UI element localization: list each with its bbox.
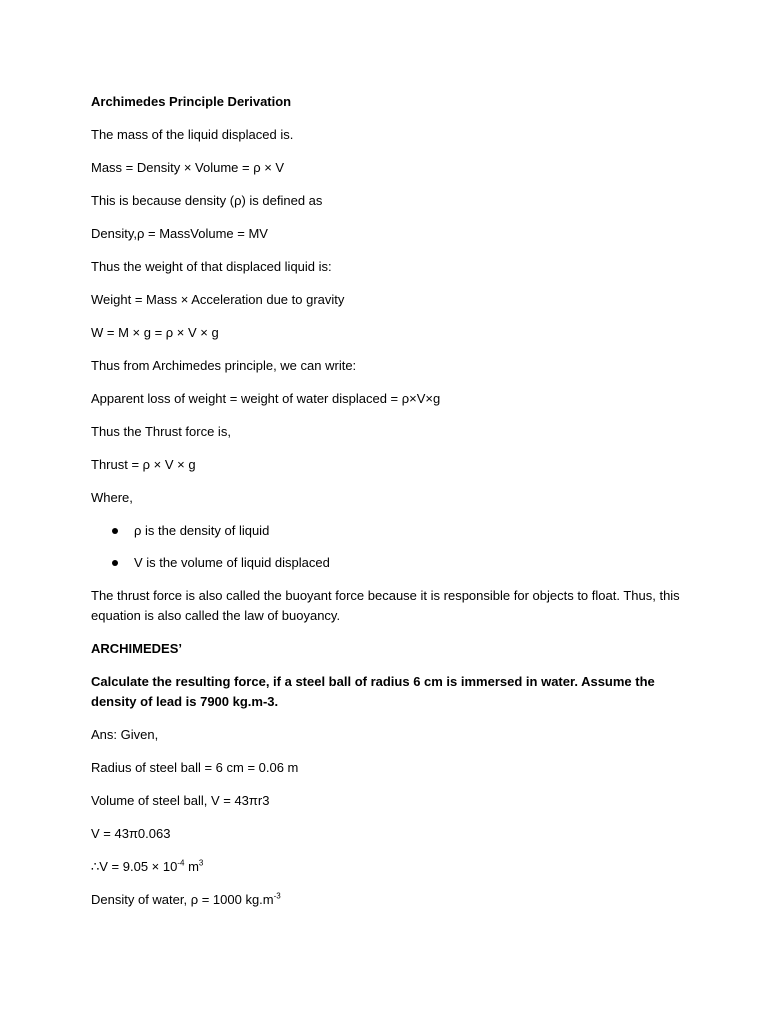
section-heading: ARCHIMEDES’ — [91, 641, 183, 656]
text-line: Mass = Density × Volume = ρ × V — [91, 160, 285, 175]
answer-line: Radius of steel ball = 6 cm = 0.06 m — [91, 760, 299, 775]
volume-unit: m — [184, 859, 199, 874]
answer-line — [91, 857, 691, 877]
text-line: W = M × g = ρ × V × g — [91, 325, 219, 340]
list-item-text: ρ is the density of liquid — [134, 523, 270, 538]
volume-exponent: -4 — [177, 858, 185, 868]
problem-statement: Calculate the resulting force, if a steel ball of radius 6 cm is immersed in water. Assume the density of lead is 7900 kg.m-3. — [91, 674, 655, 709]
text-line: Thus from Archimedes principle, we can write: — [91, 358, 357, 373]
bullet-icon — [112, 528, 118, 534]
text-line: This is because density (ρ) is defined as — [91, 193, 323, 208]
paragraph-buoyancy: The thrust force is also called the buoyant force because it is responsible for objects to float. Thus, this equation is also called the law of buoyancy. — [91, 588, 680, 623]
bullet-icon — [112, 560, 118, 566]
text-line: Density,ρ = MassVolume = MV — [91, 226, 268, 241]
list-item — [112, 521, 269, 541]
text-line: The mass of the liquid displaced is. — [91, 127, 294, 142]
answer-line: Volume of steel ball, V = 43πr3 — [91, 793, 270, 808]
text-line: Thus the weight of that displaced liquid is: — [91, 259, 332, 274]
answer-line: V = 43π0.063 — [91, 826, 171, 841]
volume-value: ∴V = 9.05 × 10 — [91, 859, 178, 874]
list-item — [112, 553, 330, 573]
density-exponent: -3 — [273, 891, 281, 901]
density-value: Density of water, ρ = 1000 kg.m — [91, 892, 274, 907]
text-line: Weight = Mass × Acceleration due to gravity — [91, 292, 345, 307]
answer-line: Ans: Given, — [91, 727, 159, 742]
text-line: Thus the Thrust force is, — [91, 424, 231, 439]
answer-line — [91, 890, 691, 910]
text-line: Apparent loss of weight = weight of water displaced = ρ×V×g — [91, 391, 441, 406]
volume-unit-exponent: 3 — [198, 858, 204, 868]
list-item-text: V is the volume of liquid displaced — [134, 555, 330, 570]
text-line: Thrust = ρ × V × g — [91, 457, 196, 472]
document-title: Archimedes Principle Derivation — [91, 94, 292, 109]
text-line: Where, — [91, 490, 133, 505]
